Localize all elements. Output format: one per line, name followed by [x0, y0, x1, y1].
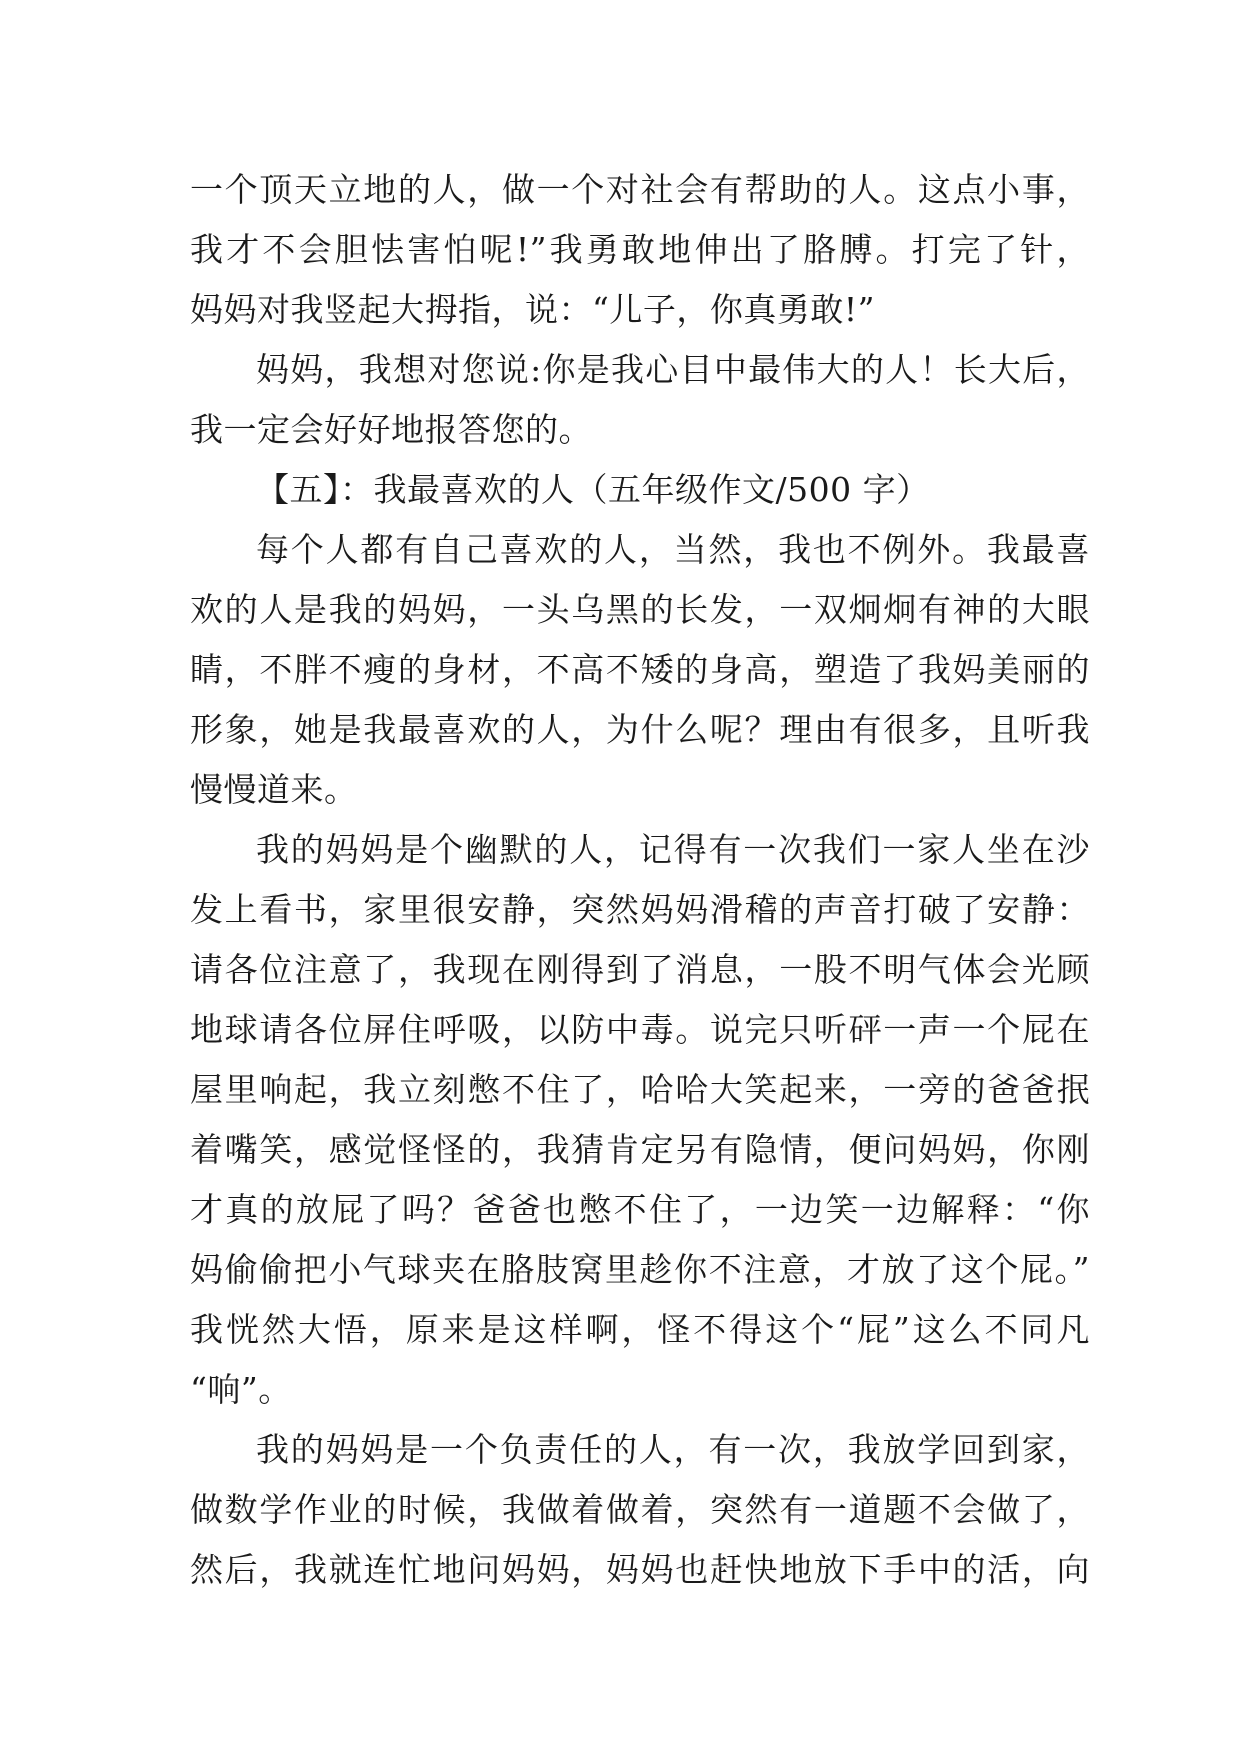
text-line: 着嘴笑，感觉怪怪的，我猜肯定另有隐情，便问妈妈，你刚 [190, 1130, 1090, 1169]
text-line: 妈偷偷把小气球夹在胳肢窝里趁你不注意，才放了这个屁。” [190, 1250, 1090, 1289]
paragraph [190, 820, 1090, 1420]
text-line: 才真的放屁了吗？爸爸也憋不住了，一边笑一边解释：“你 [190, 1190, 1090, 1229]
text-line: 每个人都有自己喜欢的人，当然，我也不例外。我最喜 [256, 530, 1090, 569]
text-line: 屋里响起，我立刻憋不住了，哈哈大笑起来，一旁的爸爸抿 [190, 1070, 1090, 1109]
text-line: 我一定会好好地报答您的。 [190, 410, 592, 449]
text-line: “响”。 [190, 1370, 292, 1409]
text-line: 请各位注意了，我现在刚得到了消息，一股不明气体会光顾 [190, 950, 1090, 989]
text-line: 欢的人是我的妈妈，一头乌黑的长发，一双炯炯有神的大眼 [190, 590, 1090, 629]
text-line: 发上看书，家里很安静，突然妈妈滑稽的声音打破了安静： [190, 890, 1090, 929]
text-line: 妈妈对我竖起大拇指，说：“儿子，你真勇敢!” [190, 290, 876, 329]
text-line: 我才不会胆怯害怕呢!”我勇敢地伸出了胳膊。打完了针， [190, 230, 1090, 269]
text-line: 妈妈，我想对您说:你是我心目中最伟大的人！长大后， [256, 350, 1090, 389]
text-line: 做数学作业的时候，我做着做着，突然有一道题不会做了， [190, 1490, 1090, 1529]
paragraph [190, 160, 1090, 340]
text-line: 我的妈妈是个幽默的人，记得有一次我们一家人坐在沙 [256, 830, 1090, 869]
paragraph [190, 520, 1090, 820]
document-body [190, 160, 1090, 1600]
text-line: 我的妈妈是一个负责任的人，有一次，我放学回到家， [256, 1430, 1090, 1469]
text-line: 地球请各位屏住呼吸，以防中毒。说完只听砰一声一个屁在 [190, 1010, 1090, 1049]
paragraph [190, 1420, 1090, 1600]
paragraph [190, 340, 1090, 460]
text-line: 慢慢道来。 [190, 770, 358, 809]
text-line: 睛，不胖不瘦的身材，不高不矮的身高，塑造了我妈美丽的 [190, 650, 1090, 689]
text-line: 我恍然大悟，原来是这样啊，怪不得这个“屁”这么不同凡 [190, 1310, 1090, 1349]
text-line: 一个顶天立地的人，做一个对社会有帮助的人。这点小事， [190, 170, 1090, 209]
section-heading: 【五】：我最喜欢的人（五年级作文/500 字） [256, 470, 930, 509]
text-line: 然后，我就连忙地问妈妈，妈妈也赶快地放下手中的活，向 [190, 1550, 1090, 1589]
text-line: 形象，她是我最喜欢的人，为什么呢？理由有很多，且听我 [190, 710, 1090, 749]
